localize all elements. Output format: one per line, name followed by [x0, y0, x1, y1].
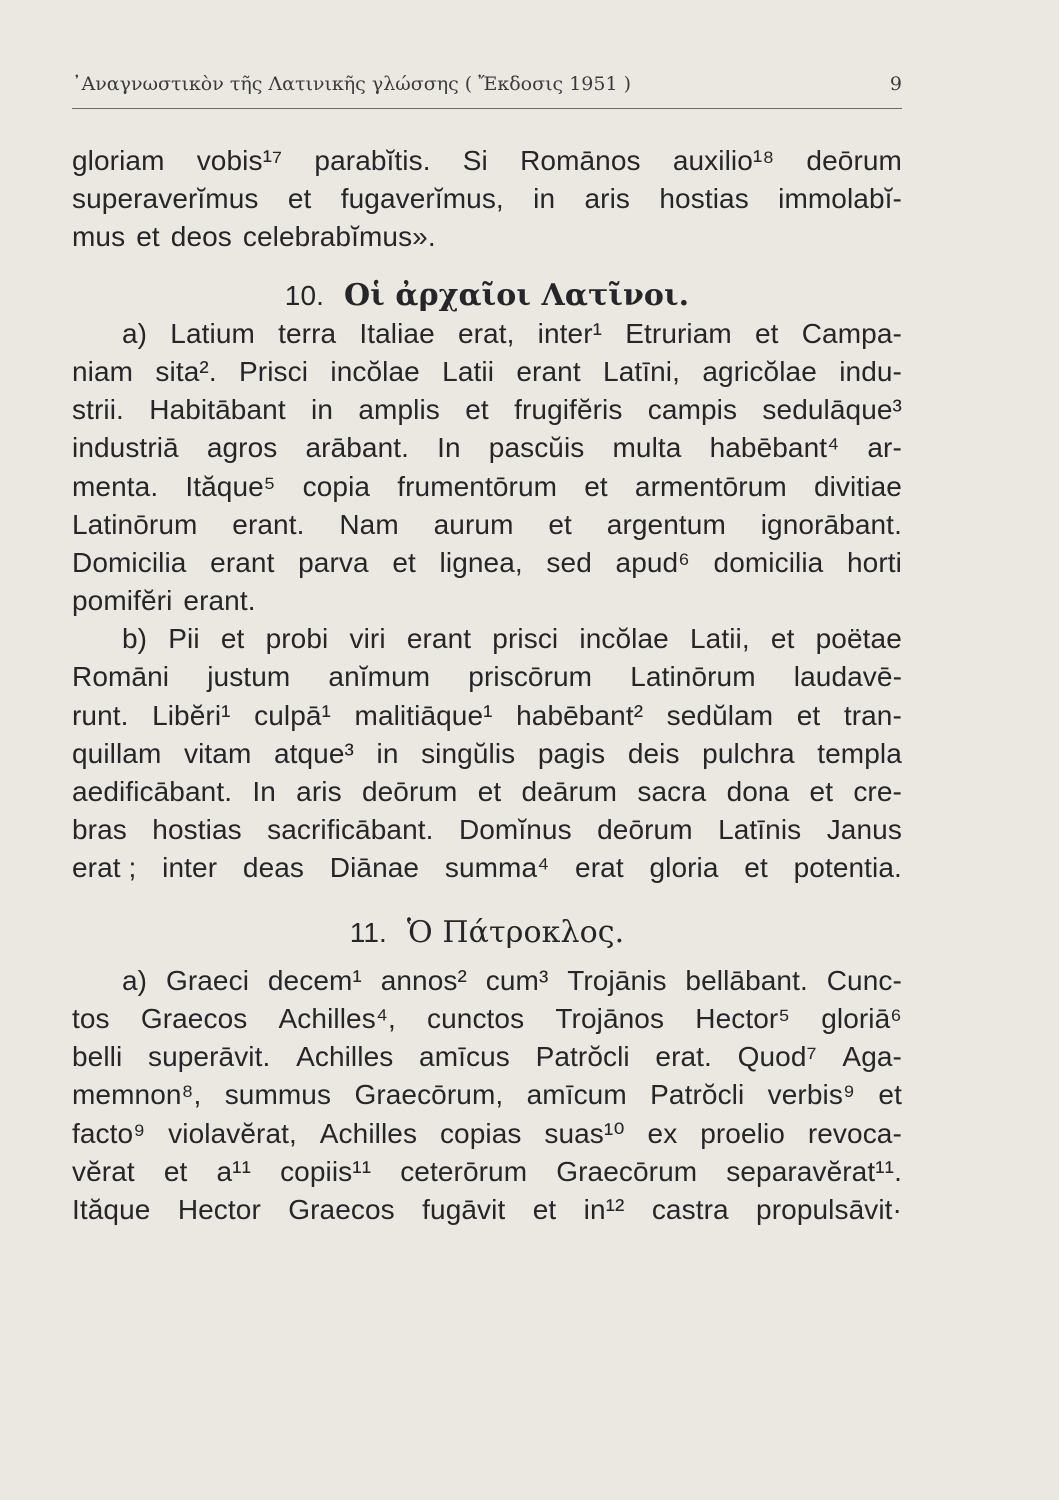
section-number: 10.	[284, 279, 325, 311]
word: Romāni	[72, 661, 170, 693]
running-header	[72, 73, 902, 95]
word: Achilles	[319, 1117, 418, 1149]
word: strii.	[72, 394, 124, 426]
word: malitiāque¹	[354, 699, 493, 731]
text-line	[72, 315, 902, 353]
word: erat ;	[72, 852, 137, 884]
text-line	[72, 353, 902, 391]
word: a¹¹	[216, 1155, 251, 1187]
word: erant.	[183, 585, 256, 617]
word: et	[392, 546, 416, 578]
word: immolabĭ-	[778, 183, 902, 215]
word: gloriā⁶	[821, 1002, 902, 1034]
word: superāvit.	[147, 1041, 271, 1073]
word: Libĕri¹	[152, 699, 231, 731]
word: fugaverĭmus,	[340, 183, 504, 215]
word: copias	[439, 1117, 522, 1149]
word: deōrum	[806, 145, 902, 176]
word: cre-	[853, 776, 902, 807]
word: aedificābant.	[72, 776, 233, 807]
word: erat.	[655, 1041, 712, 1073]
word: vitam	[183, 737, 252, 769]
word: pascŭis	[488, 432, 585, 464]
word: incŏlae	[330, 355, 420, 387]
word: erant.	[232, 508, 305, 540]
text-line	[72, 697, 902, 735]
text-line	[72, 142, 902, 180]
word: Latium	[170, 317, 255, 349]
word: Latīni,	[603, 355, 681, 387]
paragraph-continuation	[72, 142, 902, 257]
word: campis	[647, 394, 738, 426]
word: castra	[651, 1193, 729, 1225]
word: deōrum	[361, 776, 458, 807]
word: et	[584, 470, 608, 502]
word: sita².	[155, 355, 217, 387]
word: et	[163, 1155, 188, 1187]
book-page	[72, 0, 902, 1500]
paragraph-latium-a	[72, 315, 902, 621]
word: Campa-	[801, 317, 902, 349]
word: potentia.	[793, 852, 902, 884]
word: incŏlae	[579, 623, 669, 655]
word: cum³	[485, 964, 549, 996]
word: erat	[575, 852, 624, 884]
word: runt.	[72, 699, 129, 731]
word: Domĭnus	[458, 814, 572, 846]
word: culpā¹	[254, 699, 331, 731]
word: Domicilia	[72, 546, 187, 578]
word: et	[465, 394, 489, 426]
word: niam	[72, 355, 134, 387]
text-line	[72, 180, 902, 218]
word: sedŭlam	[666, 699, 774, 731]
word: sacrificābant.	[267, 814, 434, 846]
running-title: ᾽Αναγνωστικὸν τῆς Λατινικῆς γλώσσης ( Ἔκδοσις 1951 )	[72, 73, 632, 95]
word: Graeci	[165, 964, 250, 996]
word: deos	[170, 221, 232, 253]
word: apud⁶	[615, 546, 690, 578]
word: inter	[162, 852, 218, 884]
word: frumentōrum	[397, 470, 558, 502]
word: Etruriam	[625, 317, 732, 349]
word: suas¹⁰	[544, 1117, 625, 1149]
word: armentōrum	[634, 470, 787, 502]
word: gloriam	[72, 145, 165, 176]
word: et	[878, 1079, 902, 1111]
word: agros	[206, 432, 278, 464]
text-line	[72, 735, 902, 773]
word: In	[252, 776, 276, 807]
word: dona	[726, 776, 790, 807]
word: fugāvit	[422, 1193, 506, 1225]
word: poëtae	[815, 623, 902, 655]
word: Achilles	[296, 1041, 394, 1073]
word: parabĭtis.	[314, 145, 431, 176]
word: et	[770, 623, 795, 655]
text-line	[72, 1038, 902, 1076]
word: atque³	[273, 737, 354, 769]
text-line	[72, 1191, 902, 1229]
word: Trojānos	[555, 1002, 665, 1034]
word: lignea,	[439, 546, 523, 578]
word: Hector	[177, 1193, 261, 1225]
word: erant	[210, 546, 275, 578]
word: Prisci	[239, 355, 309, 387]
text-line	[72, 544, 902, 582]
word: in¹²	[583, 1193, 625, 1225]
word: copiis¹¹	[280, 1155, 372, 1187]
word: Italiae	[359, 317, 435, 349]
word: ceterōrum	[400, 1155, 528, 1187]
text-line	[72, 582, 902, 620]
word: In	[437, 432, 461, 464]
word: et	[287, 183, 312, 215]
word: Quod⁷	[737, 1041, 817, 1073]
word: Latii,	[690, 623, 750, 655]
word: Patrŏcli	[650, 1079, 745, 1111]
section-number: 11.	[349, 916, 387, 948]
word: Pii	[168, 623, 200, 655]
word: singŭlis	[421, 737, 516, 769]
word: Graecos	[140, 1002, 248, 1034]
word: sed	[546, 546, 592, 578]
word: verbis⁹	[767, 1079, 856, 1111]
word: memnon⁸,	[72, 1079, 202, 1111]
word: proelio	[700, 1117, 785, 1149]
word: terra	[278, 317, 337, 349]
word: et	[136, 221, 160, 253]
word: Ităque	[72, 1193, 151, 1225]
word: hostias	[659, 183, 749, 215]
word: ex	[647, 1117, 678, 1149]
word: cunctos	[427, 1002, 525, 1034]
word: Achilles⁴,	[278, 1002, 396, 1034]
word: priscōrum	[468, 661, 593, 693]
word: summus	[224, 1079, 332, 1111]
word: ignorābant.	[760, 508, 902, 540]
word: Janus	[826, 814, 902, 846]
word: et	[796, 699, 821, 731]
word: in	[311, 394, 334, 426]
word: Romānos	[520, 145, 641, 176]
word: erat,	[457, 317, 515, 349]
word: justum	[207, 661, 291, 693]
text-line	[72, 468, 902, 506]
section-heading-10	[72, 277, 902, 315]
word: tran-	[843, 699, 902, 731]
text-line	[72, 429, 902, 467]
word: bellābant.	[685, 964, 808, 996]
paragraph-patroclus-a	[72, 962, 902, 1229]
word: Nam	[339, 508, 399, 540]
word: superaverĭmus	[72, 183, 259, 215]
text-line	[72, 218, 902, 256]
word: violavĕrat,	[168, 1117, 297, 1149]
word: deas	[242, 852, 305, 884]
text-line	[72, 849, 902, 887]
word: celebrabĭmus».	[242, 221, 436, 253]
word: annos²	[380, 964, 467, 996]
word: deārum	[521, 776, 618, 807]
word: Ităque⁵	[185, 470, 276, 502]
header-rule	[72, 108, 902, 109]
word: Latii	[442, 355, 495, 387]
word: indu-	[839, 355, 902, 387]
section-title: Οἱ ἀρχαῖοι Λατῖνοι.	[344, 277, 690, 313]
word: amīcus	[419, 1041, 510, 1073]
text-line	[72, 1000, 902, 1038]
word: vĕrat	[72, 1155, 135, 1187]
paragraph-latium-b	[72, 620, 902, 887]
word: et	[532, 1193, 557, 1225]
word: templa	[817, 737, 902, 769]
body-text	[72, 142, 902, 1229]
word: horti	[847, 546, 902, 578]
text-line	[72, 1153, 902, 1191]
word: et	[477, 776, 502, 807]
word: laudavē-	[793, 661, 902, 693]
word: pagis	[537, 737, 606, 769]
word: aris	[584, 183, 631, 215]
word: domicilia	[713, 546, 824, 578]
word: in	[533, 183, 556, 215]
word: multa	[612, 432, 682, 464]
word: Cunc-	[826, 964, 902, 996]
word: aris	[296, 776, 342, 807]
word: sacra	[637, 776, 707, 807]
word: Latīnis	[718, 814, 802, 846]
word: revoca-	[807, 1117, 902, 1149]
word: Graecos	[288, 1193, 395, 1225]
word: b)	[122, 623, 148, 655]
word: aurum	[433, 508, 514, 540]
page-number: 9	[889, 73, 902, 95]
word: hostias	[152, 814, 242, 846]
text-line	[72, 773, 902, 811]
word: habēbant⁴	[709, 432, 840, 464]
section-heading-11	[72, 914, 902, 952]
word: auxilio¹⁸	[672, 145, 775, 176]
word: pomifĕri	[72, 585, 173, 617]
word: pulchra	[702, 737, 795, 769]
word: arābant.	[305, 432, 410, 464]
text-line	[72, 620, 902, 658]
word: Trojānis	[567, 964, 667, 996]
word: bras	[72, 814, 127, 846]
word: erant	[406, 623, 472, 655]
word: Si	[462, 145, 488, 176]
text-line	[72, 391, 902, 429]
word: parva	[298, 546, 369, 578]
word: ar-	[867, 432, 902, 464]
text-line	[72, 506, 902, 544]
word: viri	[349, 623, 386, 655]
word: divitiae	[813, 470, 902, 502]
word: deōrum	[597, 814, 693, 846]
word: separavĕrat¹¹.	[726, 1155, 902, 1187]
word: Latinōrum	[72, 508, 198, 540]
word: Habitābant	[149, 394, 286, 426]
word: mus	[72, 221, 126, 253]
word: tos	[72, 1002, 110, 1034]
word: anĭmum	[328, 661, 431, 693]
word: et	[809, 776, 834, 807]
word: quillam	[72, 737, 162, 769]
word: erant	[516, 355, 581, 387]
section-title: Ὁ Πάτροκλος.	[406, 914, 625, 950]
word: agricŏlae	[702, 355, 817, 387]
word: habēbant²	[516, 699, 644, 731]
word: a)	[122, 317, 148, 349]
word: argentum	[606, 508, 726, 540]
text-line	[72, 658, 902, 696]
word: probi	[265, 623, 329, 655]
word: inter¹	[537, 317, 603, 349]
word: menta.	[72, 470, 159, 502]
word: Graecōrum,	[354, 1079, 504, 1111]
word: sedulāque³	[762, 394, 902, 426]
word: deis	[627, 737, 680, 769]
word: et	[548, 508, 572, 540]
word: industriā	[72, 432, 179, 464]
word: et	[744, 852, 768, 884]
word: prisci	[492, 623, 559, 655]
word: et	[755, 317, 779, 349]
word: Patrŏcli	[535, 1041, 630, 1073]
text-line	[72, 1115, 902, 1153]
word: belli	[72, 1041, 123, 1073]
word: Graecōrum	[556, 1155, 698, 1187]
text-line	[72, 811, 902, 849]
word: decem¹	[267, 964, 362, 996]
word: frugifĕris	[514, 394, 623, 426]
word: Latinōrum	[630, 661, 756, 693]
word: propulsāvit·	[756, 1193, 902, 1225]
word: in	[376, 737, 399, 769]
text-line	[72, 962, 902, 1000]
text-line	[72, 1076, 902, 1114]
word: amīcum	[526, 1079, 627, 1111]
word: gloria	[649, 852, 719, 884]
word: vobis¹⁷	[196, 145, 283, 176]
word: copia	[302, 470, 371, 502]
word: et	[220, 623, 245, 655]
word: amplis	[358, 394, 440, 426]
word: summa⁴	[444, 852, 550, 884]
word: a)	[122, 964, 148, 996]
word: Diānae	[329, 852, 420, 884]
word: Hector⁵	[695, 1002, 791, 1034]
word: facto⁹	[72, 1117, 146, 1149]
word: Aga-	[842, 1041, 902, 1073]
